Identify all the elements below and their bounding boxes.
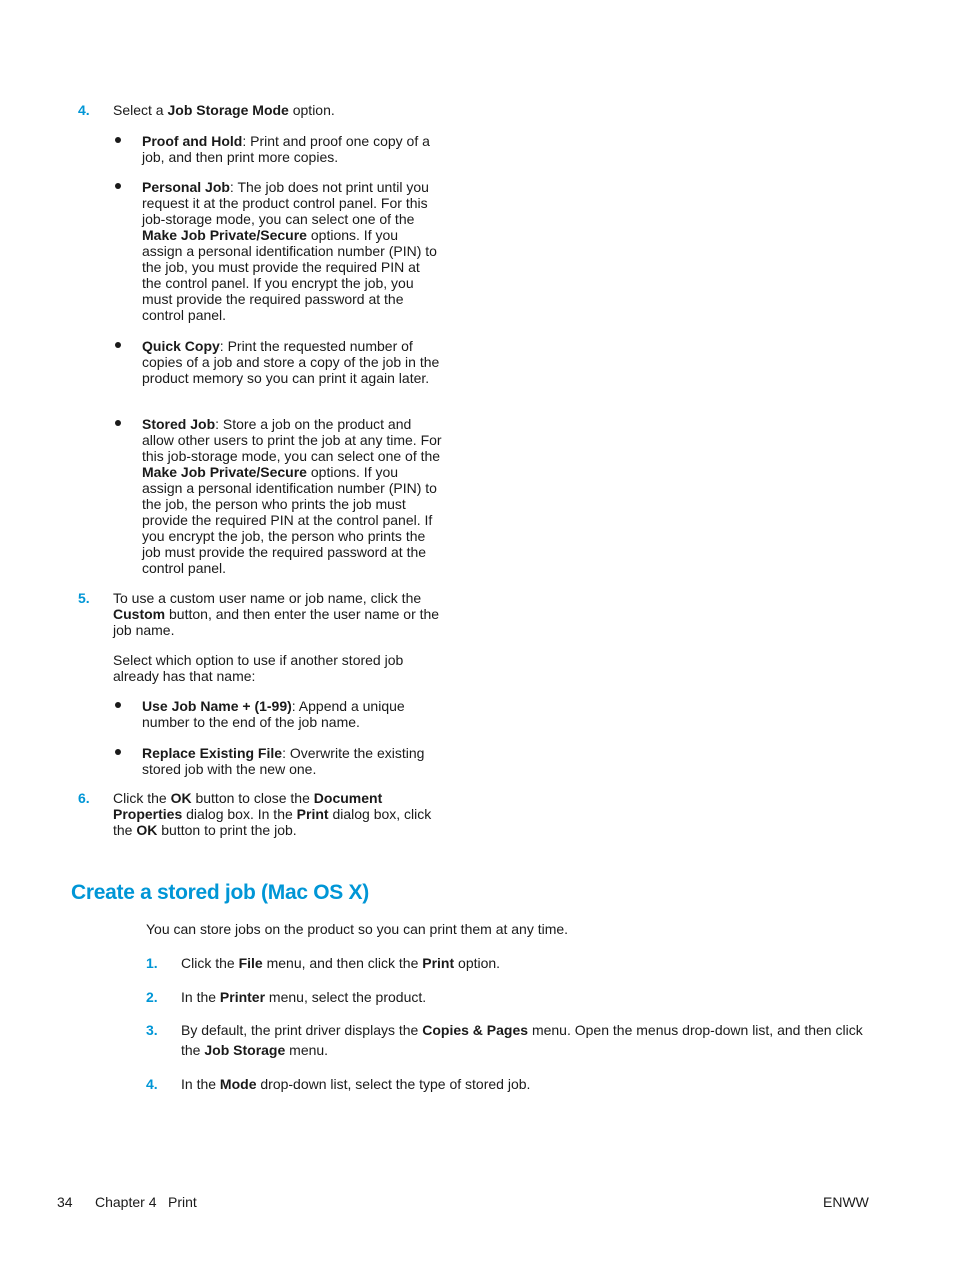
mac-step-3-number: 3. (146, 1022, 158, 1038)
bullet-text: options. If you assign a personal identification number (PIN) to the job, you must provide the required PIN at the control panel. If you encrypt the job, you must provide the required password at the control panel. (142, 227, 437, 323)
bullet-dot (115, 702, 121, 708)
bullet-dot (115, 342, 121, 348)
step-6-b3: Print (296, 806, 329, 822)
bullet-dot (115, 137, 121, 143)
mac-step-3-text (181, 1020, 871, 1060)
bullet-replace-existing-file (142, 745, 442, 777)
step-5-pre: To use a custom user name or job name, click the (113, 590, 422, 606)
bullet-proof-and-hold (142, 133, 442, 165)
step-4-pre: Select a (113, 102, 168, 118)
bullet-text: options. If you assign a personal identification number (PIN) to the job, the person who prints the job must provide the required PIN at the control panel. If you encrypt the job, the person who prints the job must provide the required password at the control panel. (142, 464, 437, 576)
bullet-text: : Overwrite the existing stored job with the new one. (142, 745, 425, 777)
bullet-title: Proof and Hold (142, 133, 243, 149)
step-6-t3: dialog box. In the (182, 806, 297, 822)
bullet-title: Replace Existing File (142, 745, 283, 761)
step-5-paragraph: Select which option to use if another stored job already has that name: (113, 652, 404, 684)
footer-page-number: 34 (57, 1194, 73, 1210)
step-6-text (113, 790, 443, 838)
mac-step-1-number: 1. (146, 955, 158, 971)
bullet-inline-bold: Make Job Private/Secure (142, 227, 307, 243)
step-5-bold: Custom (113, 606, 166, 622)
bullet-title: Stored Job (142, 416, 216, 432)
step-4-post: option. (288, 102, 335, 118)
step-6-b4: OK (136, 822, 158, 838)
step-6-b1: OK (170, 790, 192, 806)
bullet-text: : Append a unique number to the end of the job name. (142, 698, 405, 730)
mac-step-4-t2: drop-down list, select the type of stored job. (256, 1076, 531, 1092)
bullet-use-job-name (142, 698, 442, 730)
mac-step-3-t3: menu. (285, 1042, 329, 1058)
mac-step-1-t1: Click the (181, 955, 239, 971)
bullet-dot (115, 749, 121, 755)
footer-chapter-title: Print (168, 1194, 197, 1210)
step-5-text (113, 590, 443, 638)
mac-step-4-text (181, 1074, 901, 1094)
step-4-number: 4. (78, 102, 90, 118)
bullet-dot (115, 420, 121, 426)
mac-step-2-text (181, 987, 901, 1007)
mac-step-1-b1: File (238, 955, 263, 971)
step-6-number: 6. (78, 790, 90, 806)
step-6-t4: dialog box, click the (113, 806, 432, 838)
bullet-text: : Store a job on the product and allow other users to print the job at any time. For this job-storage mode, you can select one of the (142, 416, 442, 464)
bullet-text: : Print the requested number of copies of a job and store a copy of the job in the product memory so you can print it again later. (142, 338, 440, 386)
step-6-t1: Click the (113, 790, 171, 806)
section-intro: You can store jobs on the product so you can print them at any time. (146, 921, 569, 937)
bullet-text: : Print and proof one copy of a job, and then print more copies. (142, 133, 430, 165)
mac-step-3-t1: By default, the print driver displays the (181, 1022, 423, 1038)
step-4-bold: Job Storage Mode (167, 102, 289, 118)
mac-step-2-t2: menu, select the product. (265, 989, 427, 1005)
mac-step-1-t3: option. (454, 955, 501, 971)
mac-step-3-b2: Job Storage (204, 1042, 286, 1058)
bullet-text: : The job does not print until you request it at the product control panel. For this job-storage mode, you can select one of the (142, 179, 429, 227)
bullet-personal-job (142, 179, 442, 323)
mac-step-1-t2: menu, and then click the (262, 955, 423, 971)
mac-step-1-text (181, 953, 901, 973)
mac-step-4-b1: Mode (219, 1076, 257, 1092)
footer-chapter: Chapter 4 (95, 1194, 157, 1210)
mac-step-2-b1: Printer (219, 989, 266, 1005)
bullet-title: Quick Copy (142, 338, 220, 354)
step-4-text (113, 102, 443, 118)
section-heading: Create a stored job (Mac OS X) (71, 881, 369, 904)
bullet-dot (115, 183, 121, 189)
bullet-title: Use Job Name + (1-99) (142, 698, 292, 714)
mac-step-1-b2: Print (422, 955, 455, 971)
mac-step-2-t1: In the (181, 989, 220, 1005)
mac-step-4-t1: In the (181, 1076, 220, 1092)
bullet-quick-copy (142, 338, 442, 386)
mac-step-4-number: 4. (146, 1076, 158, 1092)
step-6-t2: button to close the (191, 790, 314, 806)
step-6-b2: Document Properties (113, 790, 383, 822)
mac-step-3-b1: Copies & Pages (422, 1022, 529, 1038)
bullet-stored-job (142, 416, 442, 576)
mac-step-2-number: 2. (146, 989, 158, 1005)
step-5-post: button, and then enter the user name or the job name. (113, 606, 440, 638)
footer-locale: ENWW (823, 1194, 869, 1210)
bullet-inline-bold: Make Job Private/Secure (142, 464, 307, 480)
mac-step-3-t2: menu. Open the menus drop-down list, and then click the (181, 1022, 863, 1058)
step-5-number: 5. (78, 590, 90, 606)
step-6-t5: button to print the job. (157, 822, 297, 838)
bullet-title: Personal Job (142, 179, 230, 195)
